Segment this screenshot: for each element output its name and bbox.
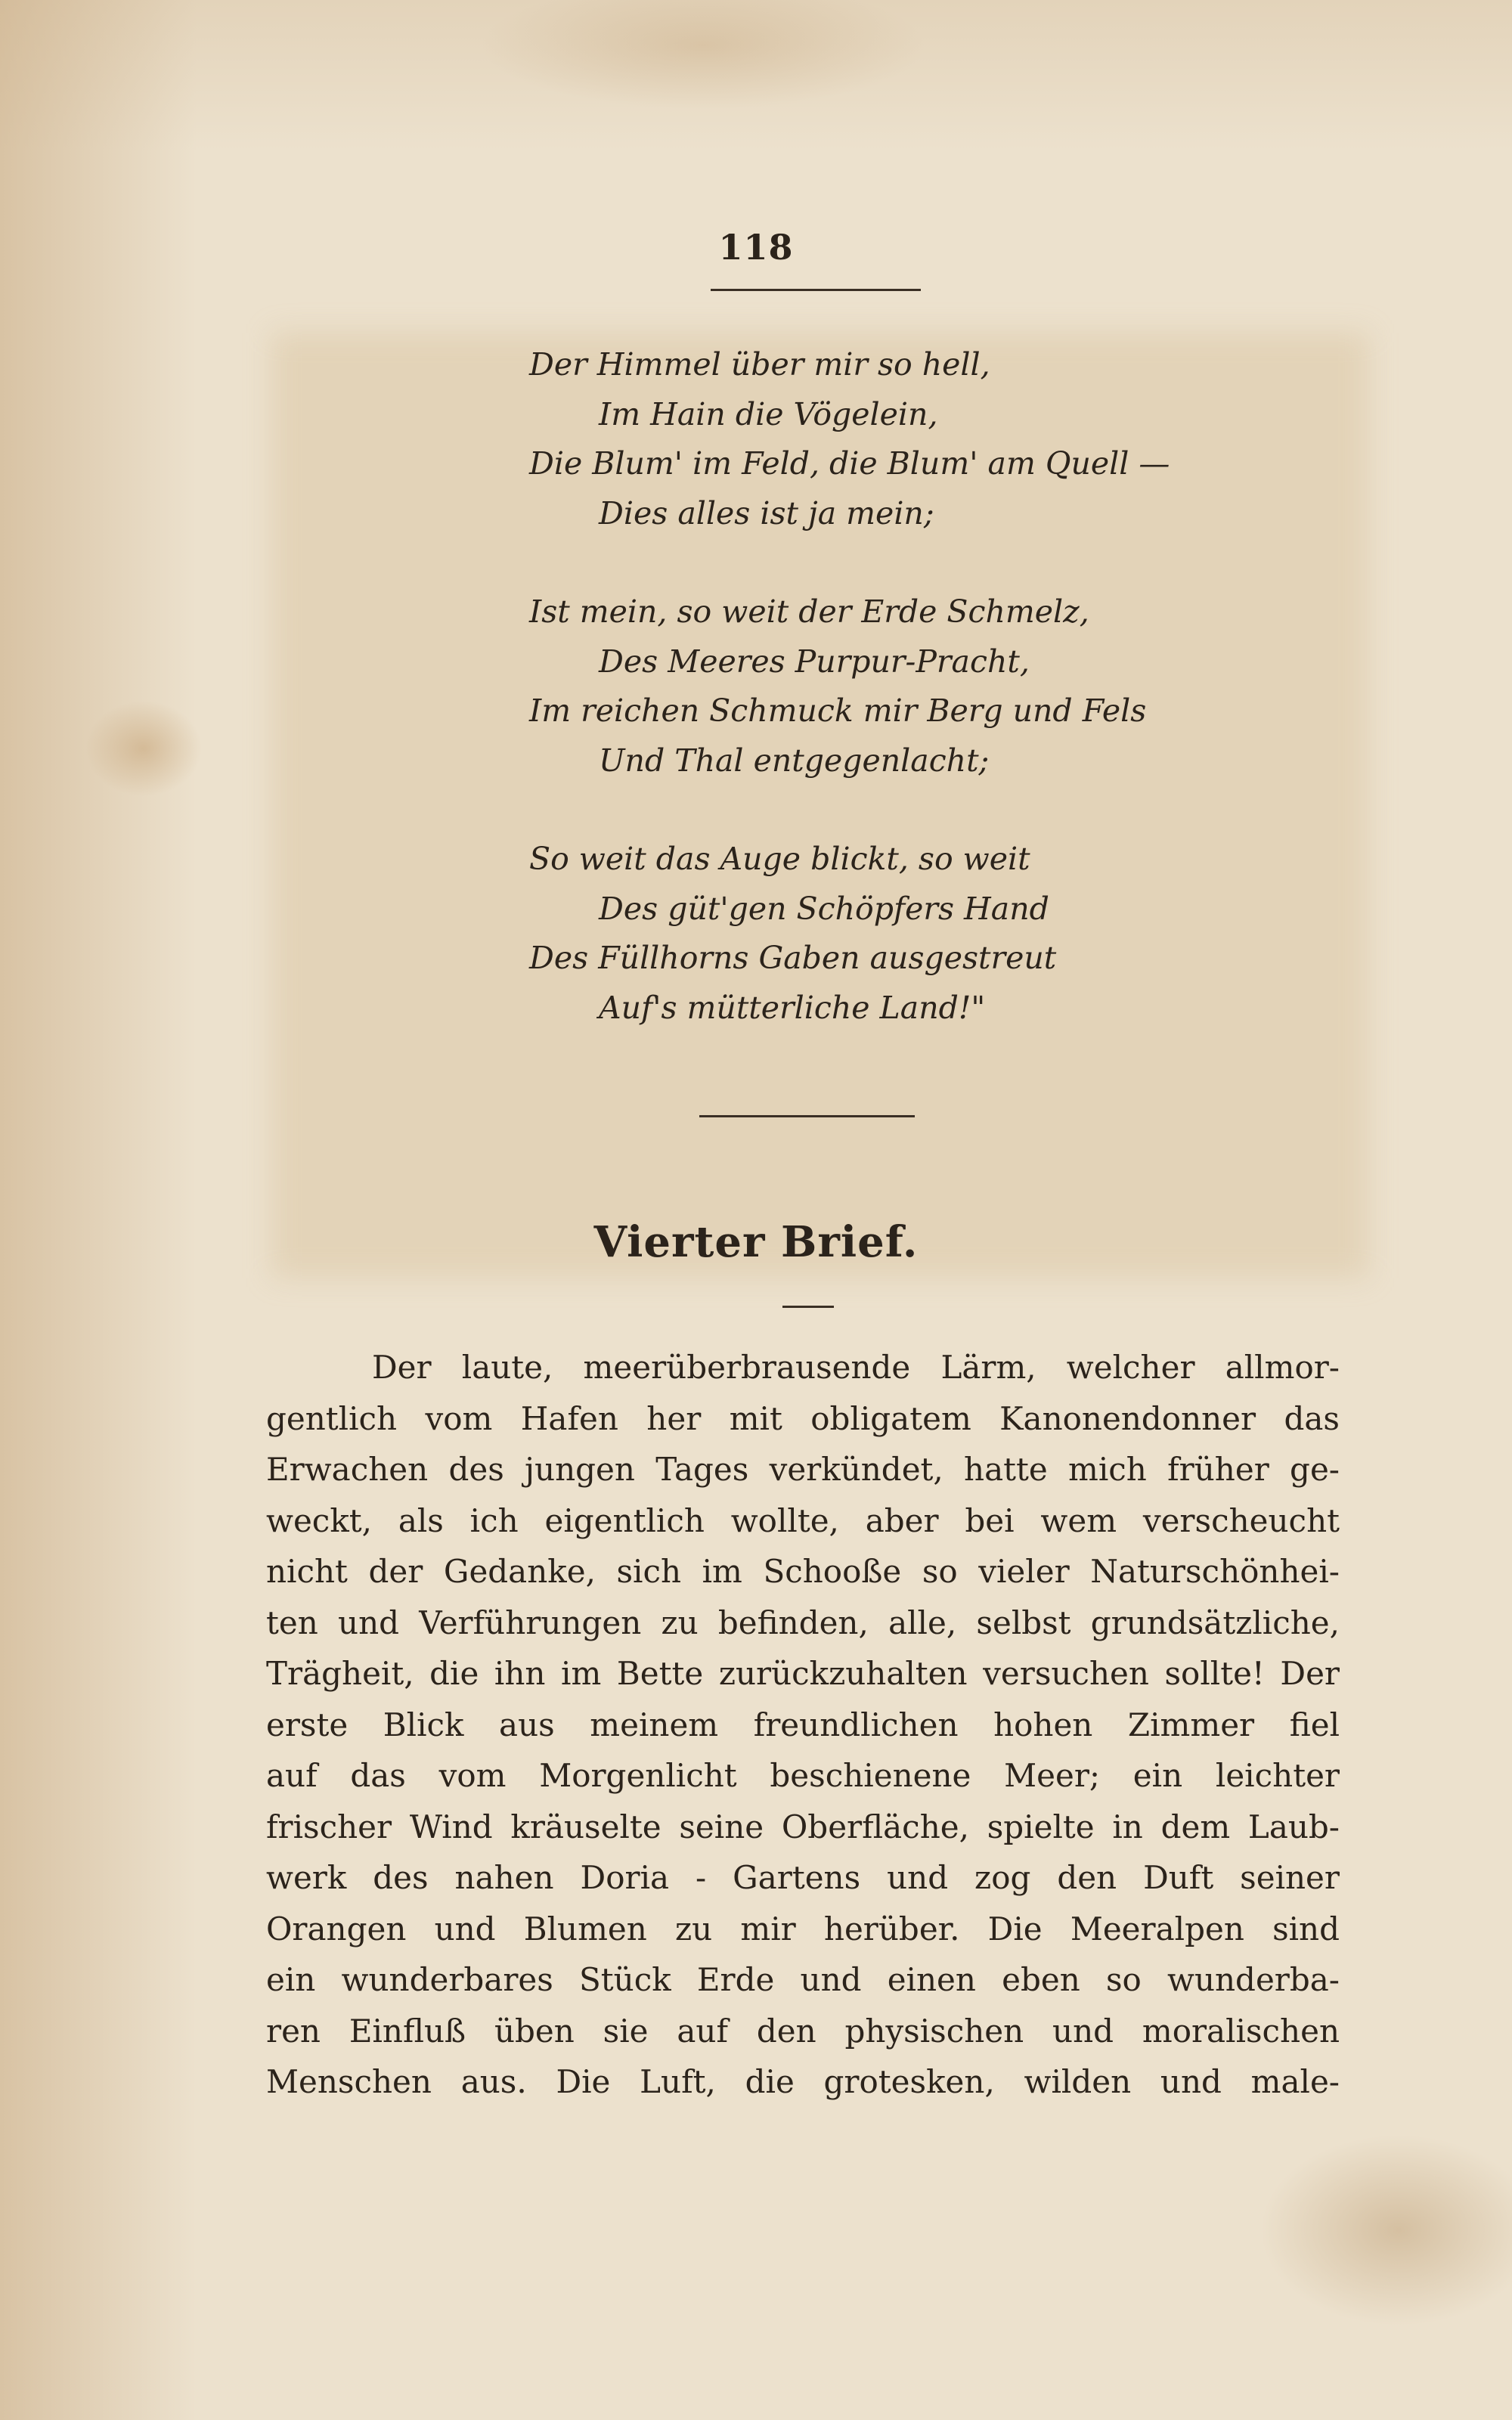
poem-stanza [529,587,1361,785]
poem-line: Der Himmel über mir so hell, [529,346,990,383]
text-line: erste Blick aus meinem freundlichen hohen Zimmer fiel [266,1706,1340,1743]
section-divider [699,1115,915,1117]
poem-line: Auf's mütterliche Land!" [599,989,986,1026]
text-line: weckt, als ich eigentlich wollte, aber bei wem verscheucht [266,1501,1340,1539]
header-rule [711,289,921,291]
heading-rule [782,1306,834,1308]
poem-line: Die Blum' im Feld, die Blum' am Quell — [529,445,1170,482]
text-line: werk des nahen Doria - Gartens und zog den Duft seiner [266,1859,1340,1896]
poem-line: Des Meeres Purpur-Pracht, [599,643,1030,680]
poem [529,340,1361,1082]
poem-line: Des güt'gen Schöpfers Hand [599,890,1049,927]
poem-stanza [529,340,1361,538]
text-line: ten und Verführungen zu befinden, alle, selbst grundsätzliche, [266,1604,1340,1641]
text-line: ren Einfluß üben sie auf den physischen und moralischen [266,2012,1340,2050]
poem-line: So weit das Auge blickt, so weit [529,841,1030,877]
text-line: ein wunderbares Stück Erde und einen eben so wunderba- [266,1961,1340,1998]
text-line: Erwachen des jungen Tages verkündet, hatte mich früher ge- [266,1451,1340,1488]
text-line: nicht der Gedanke, sich im Schooße so vieler Naturschönhei- [266,1553,1340,1590]
poem-line: Und Thal entgegenlacht; [599,742,990,779]
poem-line: Im reichen Schmuck mir Berg und Fels [529,693,1147,729]
text-line: Trägheit, die ihn im Bette zurückzuhalten versuchen sollte! Der [266,1655,1340,1692]
poem-line: Ist mein, so weit der Erde Schmelz, [529,593,1089,630]
poem-stanza [529,835,1361,1033]
body-text [266,1342,1340,2108]
text-line: Menschen aus. Die Luft, die grotesken, wilden und male- [266,2063,1340,2100]
poem-line: Dies alles ist ja mein; [599,494,934,531]
text-line: frischer Wind kräuselte seine Oberfläche, spielte in dem Laub- [266,1808,1340,1845]
poem-line: Des Füllhorns Gaben ausgestreut [529,940,1057,976]
text-line: Der laute, meerüberbrausende Lärm, welcher allmor- [372,1349,1340,1386]
text-line: auf das vom Morgenlicht beschienene Meer; ein leichter [266,1757,1340,1794]
text-line: Orangen und Blumen zu mir herüber. Die Meeralpen sind [266,1910,1340,1947]
text-line: gentlich vom Hafen her mit obligatem Kanonendonner das [266,1399,1340,1437]
chapter-heading: Vierter Brief. [593,1217,919,1267]
poem-line: Im Hain die Vögelein, [599,395,938,432]
page-number: 118 [718,227,794,268]
